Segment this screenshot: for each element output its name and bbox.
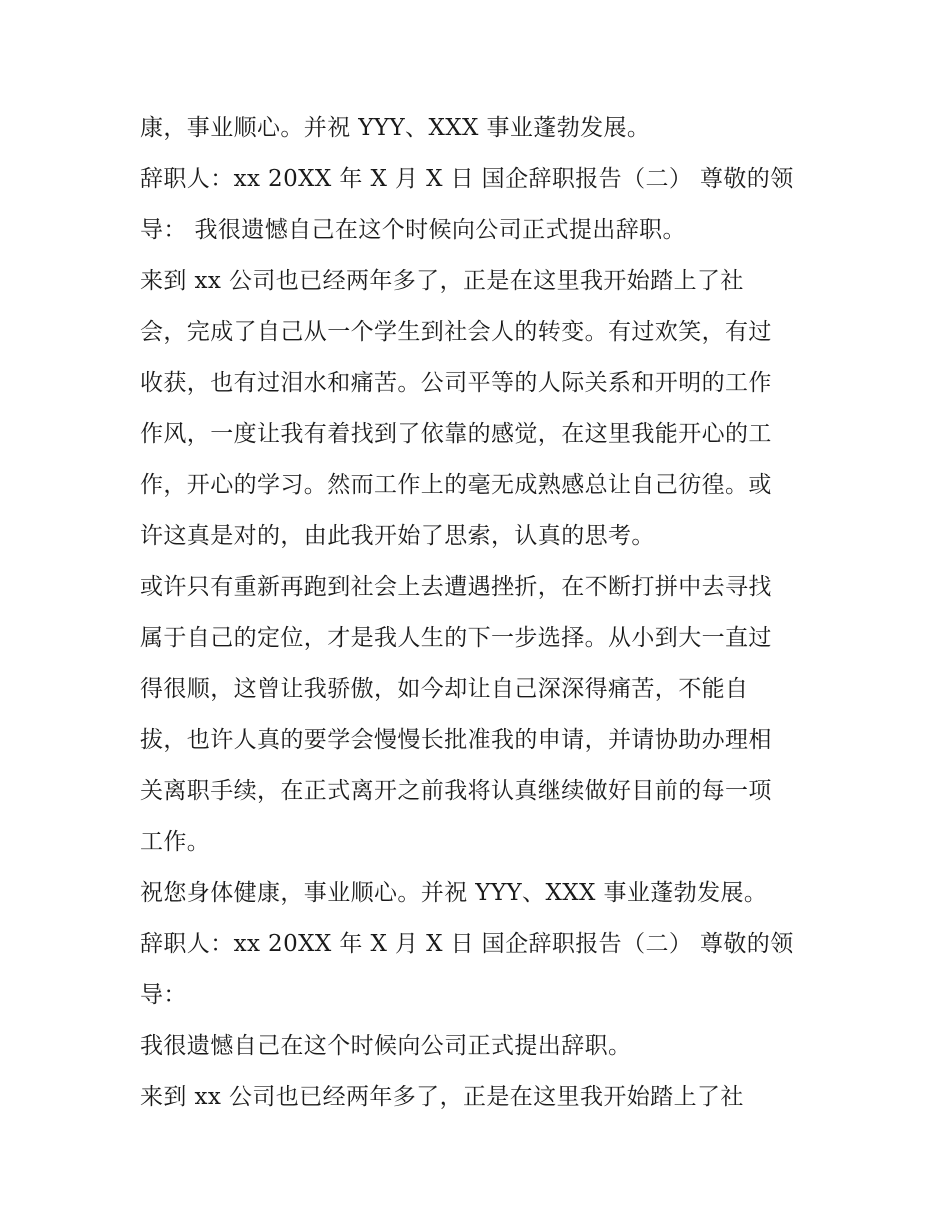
text-line-15: 工作。	[140, 829, 211, 855]
text-line-19: 我很遗憾自己在这个时候向公司正式提出辞职。	[140, 1033, 632, 1059]
text-line-18: 导：	[140, 982, 187, 1008]
text-line-12: 得很顺，这曾让我骄傲，如今却让自己深深得痛苦，不能自	[140, 676, 749, 702]
text-line-3: 导： 我很遗憾自己在这个时候向公司正式提出辞职。	[140, 217, 686, 243]
text-line-2: 辞职人：xx 20XX 年 X 月 X 日 国企辞职报告（二） 尊敬的领	[140, 166, 794, 192]
text-line-16: 祝您身体健康，事业顺心。并祝 YYY、XXX 事业蓬勃发展。	[140, 880, 768, 906]
text-line-7: 作风，一度让我有着找到了依靠的感觉，在这里我能开心的工	[140, 421, 772, 447]
text-line-10: 或许只有重新再跑到社会上去遭遇挫折，在不断打拼中去寻找	[140, 574, 772, 600]
text-line-4: 来到 xx 公司也已经两年多了，正是在这里我开始踏上了社	[140, 268, 744, 294]
text-line-6: 收获，也有过泪水和痛苦。公司平等的人际关系和开明的工作	[140, 370, 772, 396]
text-line-20: 来到 xx 公司也已经两年多了，正是在这里我开始踏上了社	[140, 1084, 744, 1110]
text-line-5: 会，完成了自己从一个学生到社会人的转变。有过欢笑，有过	[140, 319, 772, 345]
text-line-14: 关离职手续，在正式离开之前我将认真继续做好目前的每一项	[140, 778, 772, 804]
text-line-9: 许这真是对的，由此我开始了思索，认真的思考。	[140, 523, 655, 549]
text-line-8: 作，开心的学习。然而工作上的毫无成熟感总让自己彷徨。或	[140, 472, 772, 498]
text-line-1: 康，事业顺心。并祝 YYY、XXX 事业蓬勃发展。	[140, 115, 651, 141]
text-line-17: 辞职人：xx 20XX 年 X 月 X 日 国企辞职报告（二） 尊敬的领	[140, 931, 794, 957]
text-line-13: 拔，也许人真的要学会慢慢长批准我的申请，并请协助办理相	[140, 727, 772, 753]
text-line-11: 属于自己的定位，才是我人生的下一步选择。从小到大一直过	[140, 625, 772, 651]
